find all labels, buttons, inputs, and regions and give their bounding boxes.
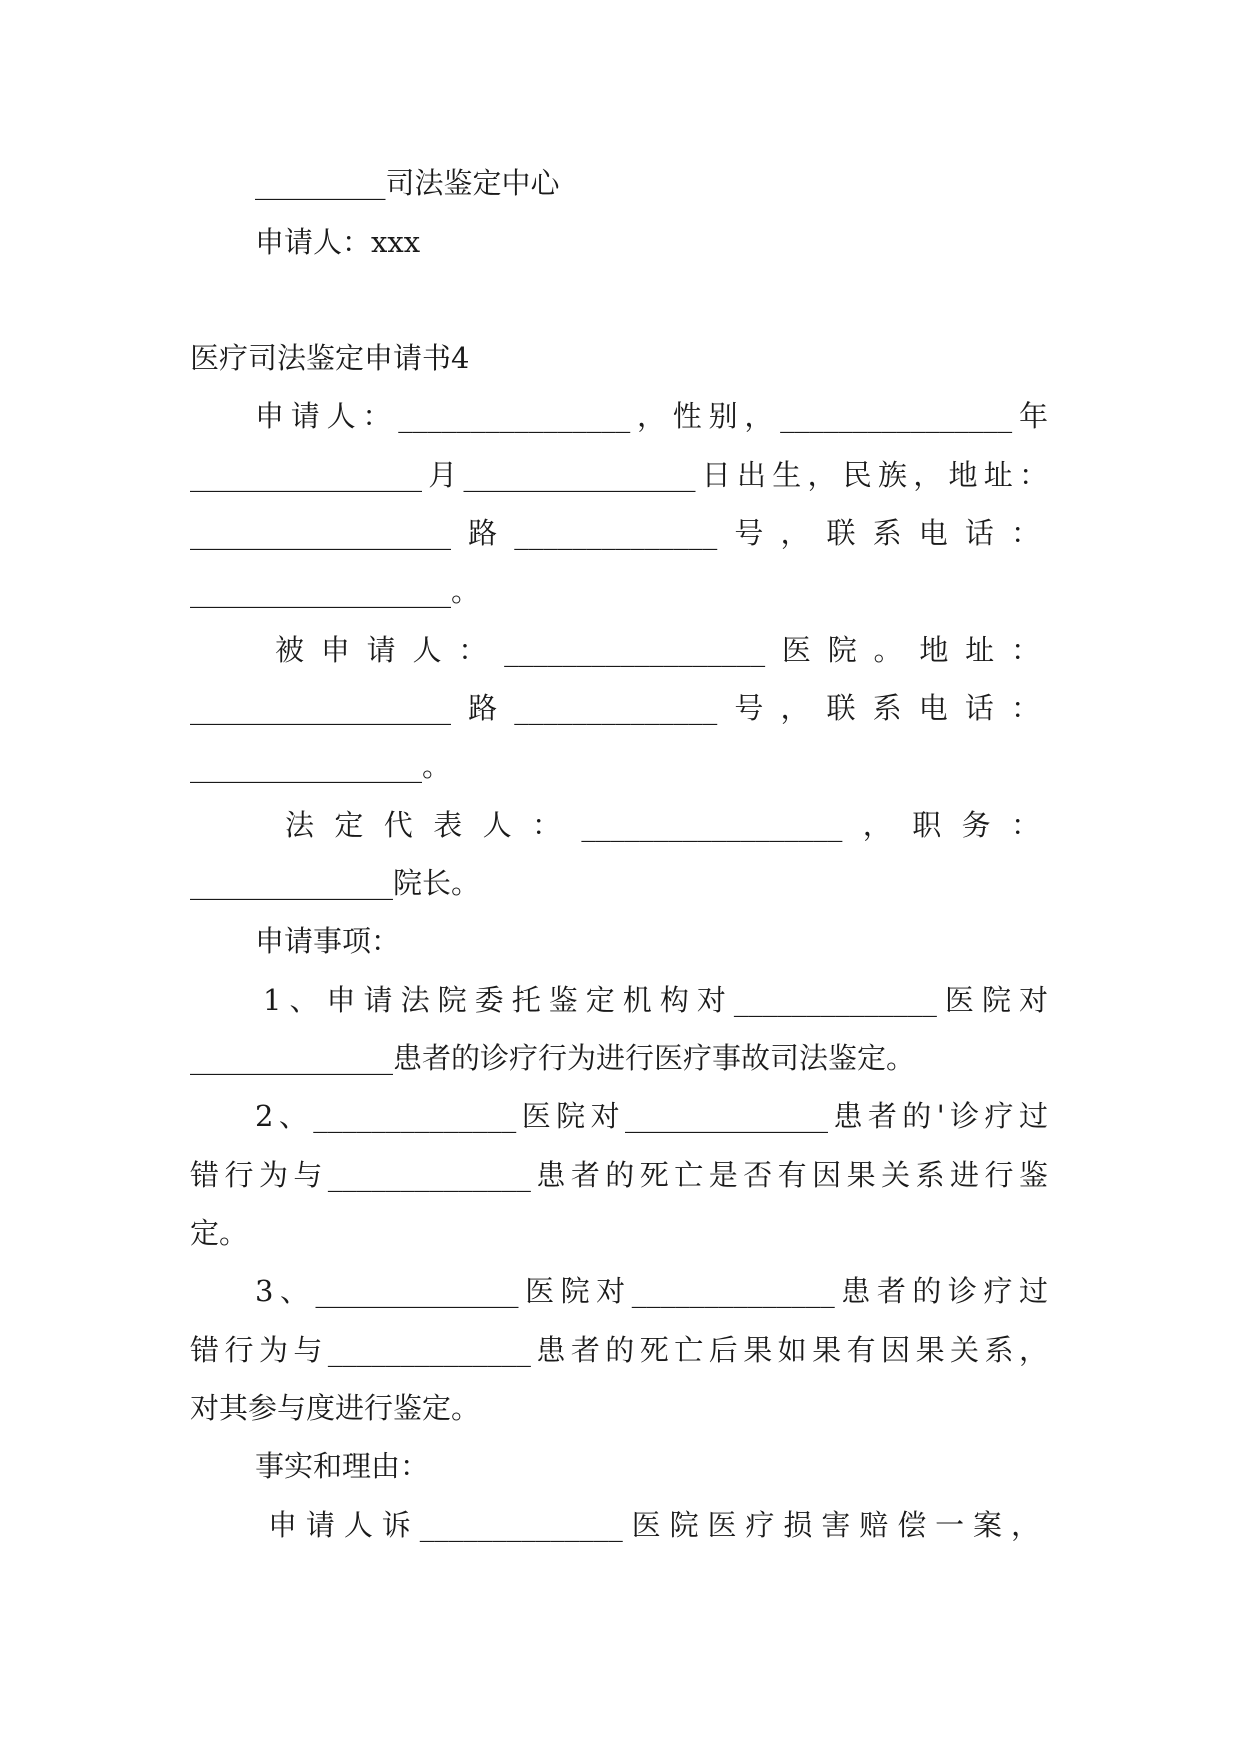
applicant-address-line: __________________路______________号，联系电话： <box>190 516 1040 550</box>
request-items-heading: 申请事项： <box>255 924 401 958</box>
legal-representative-line: 法定代表人：__________________，职务： <box>285 808 1040 842</box>
request-item-3-line-1: 3、______________医院对______________患者的诊疗过 <box>255 1274 1048 1308</box>
facts-line-1: 申请人诉______________医院医疗损害赔偿一案， <box>268 1508 1040 1542</box>
legal-representative-title-line: ______________院长。 <box>190 866 481 900</box>
request-item-2-line-2: 错行为与______________患者的死亡是否有因果关系进行鉴 <box>190 1158 1048 1192</box>
applicant-phone-line: __________________。 <box>190 574 481 608</box>
request-item-1-line-2: ______________患者的诊疗行为进行医疗事故司法鉴定。 <box>190 1041 916 1075</box>
respondent-address-line: __________________路______________号，联系电话： <box>190 691 1040 725</box>
respondent-line: 被申请人：__________________医院。地址： <box>275 633 1040 667</box>
respondent-phone-line: ________________。 <box>190 749 452 783</box>
request-item-2-line-1: 2、______________医院对______________患者的'诊疗过 <box>255 1099 1048 1133</box>
applicant-signature: 申请人：xxx <box>255 225 421 259</box>
document-heading: 医疗司法鉴定申请书4 <box>190 341 470 375</box>
request-item-3-line-2: 错行为与______________患者的死亡后果如果有因果关系， <box>190 1333 1048 1367</box>
applicant-birth-line: ________________月________________日出生，民族，地址： <box>190 458 1048 492</box>
request-item-2-line-3: 定。 <box>190 1216 249 1250</box>
request-item-1-line-1: 1、申请法院委托鉴定机构对______________医院对 <box>263 983 1048 1017</box>
applicant-line: 申请人：________________，性别，________________年 <box>255 399 1048 433</box>
recipient-line: _________司法鉴定中心 <box>255 166 560 200</box>
request-item-3-line-3: 对其参与度进行鉴定。 <box>190 1391 481 1425</box>
facts-reasons-heading: 事实和理由： <box>255 1449 430 1483</box>
